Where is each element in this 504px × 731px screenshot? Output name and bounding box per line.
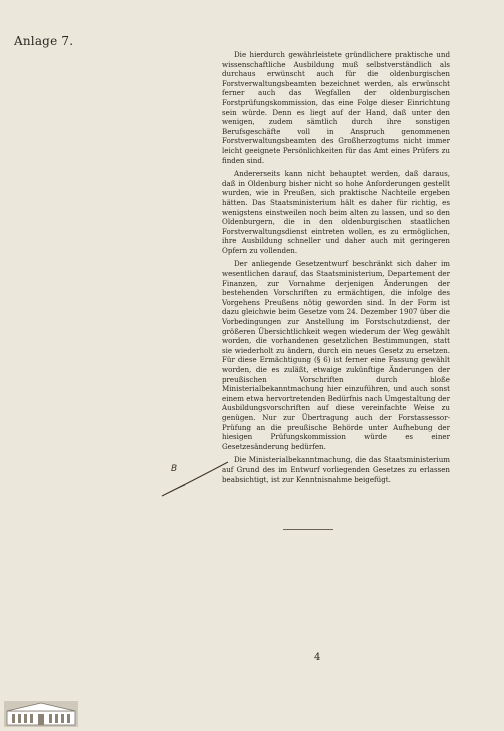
paragraph-3: Der anliegende Gesetzentwurf beschränkt sich daher im wesentlichen darauf, das Staatsministerium, Departement der Finanzen, zur Vornahme derjenigen Änderungen der bestehenden Vorschriften zu ermächtigen, die infolge des Vorgehens Preußens nötig geworden sind. In der Form ist dazu gleichwie beim Gesetze vom 24. Dezember 1907 über die Vorbedingungen zur Anstellung im Forstschutzdienst, der größeren Übersichtlichkeit wegen wiederum der Weg gewählt worden, die vorhandenen gesetzlichen Bestimmungen, statt sie wiederholt zu ändern, durch ein neues Gesetz zu ersetzen. Für diese Ermächtigung (§ 6) ist ferner eine Fassung gewählt worden, die es zuläßt, etwaige zukünftige Änderungen der preußischen Vorschriften durch bloße Ministerialbekanntmachung hier einzuführen, und auch sonst einem etwa hervortretenden Bedürfnis nach Umgestaltung der Ausbildungsvorschriften auf diese vereinfachte Weise zu genügen. Nur zur Übertragung auch der Forstassessor-Prüfung an die preußische Behörde unter Aufhebung der hiesigen Prüfungskommission würde es einer Gesetzesänderung bedürfen. (222, 259, 450, 451)
horizontal-rule (283, 529, 333, 530)
paragraph-2: Andererseits kann nicht behauptet werden, daß daraus, daß in Oldenburg bisher nicht so hohe Anforderungen gestellt wurden, wie in Preußen, sich praktische Nachteile ergeben hätten. Das Staatsministerium hält es daher für richtig, es wenigstens einstweilen noch beim alten zu lassen, und so den Oldenburgern, die in den oldenburgischen staatlichen Forstverwaltungsdienst eintreten wollen, es zu ermöglichen, ihre Ausbildung schneller und daher auch mit geringeren Opfern zu vollenden. (222, 169, 450, 255)
appendix-title: Anlage 7. (14, 34, 74, 48)
body-text (222, 50, 450, 484)
library-building-logo (4, 701, 78, 727)
page-number: 4 (314, 652, 321, 663)
margin-annotation-label: B (171, 464, 178, 474)
paragraph-1: Die hierdurch gewährleistete gründlichere praktische und wissenschaftliche Ausbildung muß selbstverständlich als durchaus erwünscht auch für die oldenburgischen Forstverwaltungsbeamten bezeichnet werden, als erwünscht ferner auch das Wegfallen der oldenburgischen Forstprüfungskommission, das eine Folge dieser Einrichtung sein würde. Denn es liegt auf der Hand, daß unter den wenigen, zudem sämtlich durch ihre sonstigen Berufsgeschäfte voll in Anspruch genommenen Forstverwaltungsbeamten des Großherzogtums nicht immer leicht geeignete Persönlichkeiten für das Amt eines Prüfers zu finden sind. (222, 50, 450, 165)
paragraph-4: Die Ministerialbekanntmachung, die das Staatsministerium auf Grund des im Entwurf vorliegenden Gesetzes zu erlassen beabsichtigt, ist zur Kenntnisnahme beigefügt. (222, 455, 450, 484)
